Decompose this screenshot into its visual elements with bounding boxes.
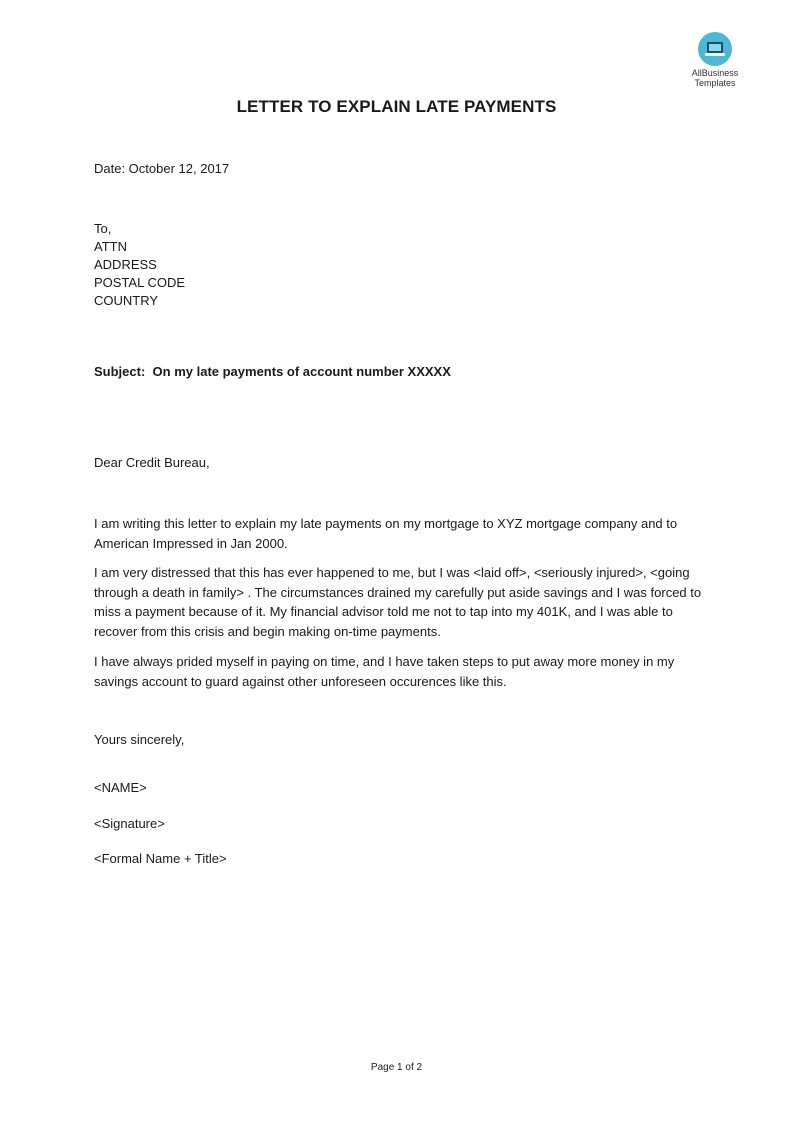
salutation: Dear Credit Bureau, xyxy=(94,455,210,470)
address-line-country: COUNTRY xyxy=(94,293,159,308)
subject-text: On my late payments of account number XXXXX xyxy=(152,364,451,379)
logo-text-line2: Templates xyxy=(694,78,736,88)
address-line-to: To, xyxy=(94,221,112,236)
address-line-attn: ATTN xyxy=(94,239,127,254)
signature-name: <NAME> xyxy=(94,780,147,795)
subject-label: Subject: xyxy=(94,364,146,379)
subject-line xyxy=(94,363,451,381)
page-number-footer: Page 1 of 2 xyxy=(370,1062,423,1073)
body-paragraph-2: I am very distressed that this has ever happened to me, but I was <laid off>, <seriously injured>, <going through a death in family> . The circumstances drained my carefully put aside savings and I was forced to miss a payment because of it. My financial advisor told me not to tap into my 401K, and I was able to recover from this crisis and begin making on-time payments. xyxy=(94,565,702,639)
logo-text-line1: AllBusiness xyxy=(691,68,739,78)
date-line: Date: October 12, 2017 xyxy=(94,161,230,176)
laptop-icon xyxy=(698,32,732,66)
document-title: LETTER TO EXPLAIN LATE PAYMENTS xyxy=(236,97,557,116)
body-paragraph-1: I am writing this letter to explain my late payments on my mortgage to XYZ mortgage company and to American Impressed in Jan 2000. xyxy=(94,516,678,551)
signature-formal-name-title: <Formal Name + Title> xyxy=(94,851,227,866)
signature-placeholder: <Signature> xyxy=(94,816,165,831)
body-paragraph-3: I have always prided myself in paying on time, and I have taken steps to put away more money in my savings account to guard against other unforeseen occurences like this. xyxy=(94,654,675,689)
address-line-postal-code: POSTAL CODE xyxy=(94,275,186,290)
allbusiness-logo xyxy=(683,32,747,88)
closing: Yours sincerely, xyxy=(94,732,185,747)
address-line-address: ADDRESS xyxy=(94,257,157,272)
